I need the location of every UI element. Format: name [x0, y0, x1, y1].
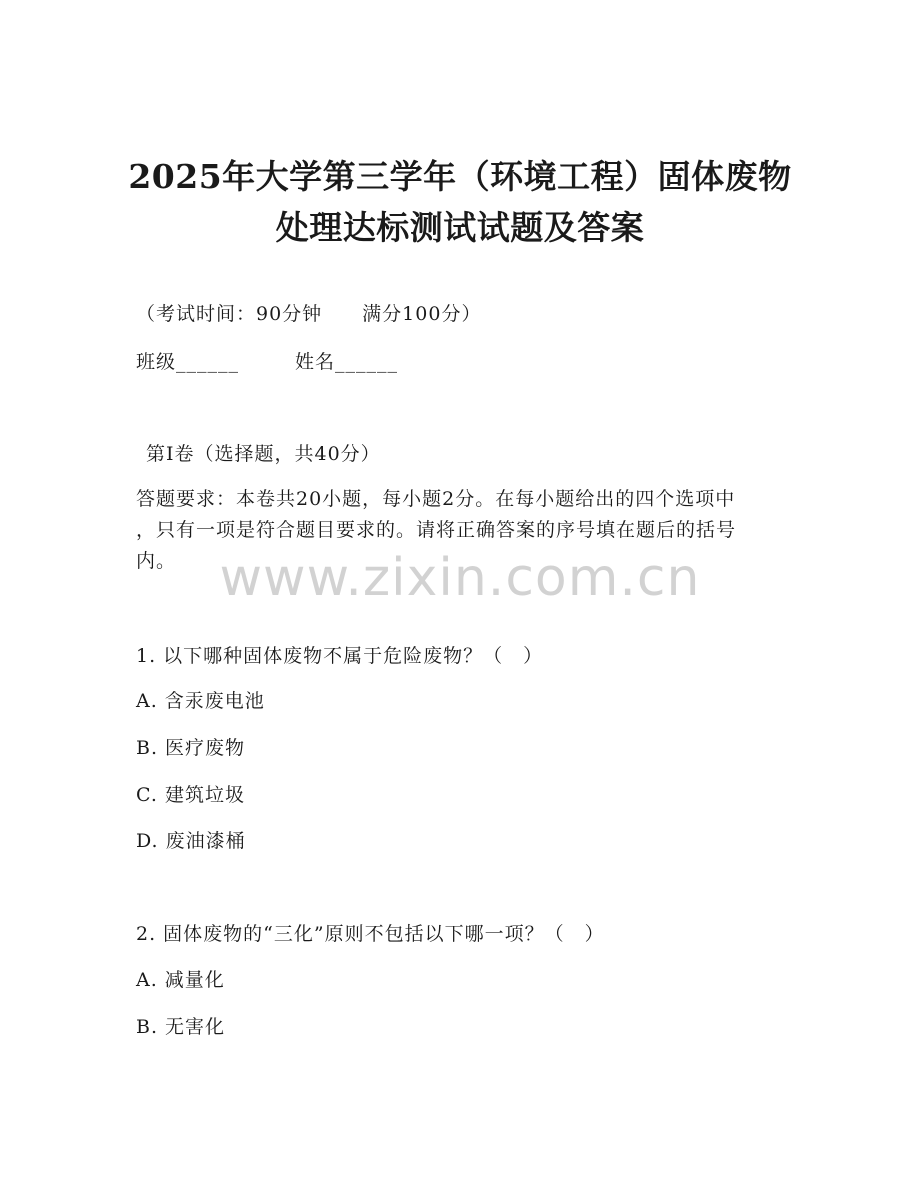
question-1-option-d: D. 废油漆桶 [136, 830, 246, 852]
question-2-option-b: B. 无害化 [136, 1016, 226, 1038]
class-field-label: 班级______ [136, 351, 240, 373]
instructions-line1: 答题要求：本卷共20小题，每小题2分。在每小题给出的四个选项中 [136, 488, 736, 510]
question-1-option-c: C. 建筑垃圾 [136, 784, 245, 806]
question-1-stem: 1. 以下哪种固体废物不属于危险废物？（ ） [136, 645, 544, 667]
question-1-option-b: B. 医疗废物 [136, 737, 246, 759]
instructions-line2: ，只有一项是符合题目要求的。请将正确答案的序号填在题后的括号 [136, 519, 737, 541]
document-title-line2: 处理达标测试试题及答案 [275, 208, 645, 247]
document-title-line1: 2025年大学第三学年（环境工程）固体废物 [128, 157, 792, 196]
exam-info: （考试时间：90分钟 满分100分） [136, 303, 482, 325]
question-2-option-a: A. 减量化 [136, 969, 225, 991]
name-field-label: 姓名______ [295, 351, 399, 373]
watermark: www.zixin.com.cn [219, 548, 701, 608]
question-2-stem: 2. 固体废物的“三化”原则不包括以下哪一项？（ ） [136, 923, 605, 945]
instructions-line3: 内。 [136, 550, 177, 572]
question-1-option-a: A. 含汞废电池 [136, 690, 265, 712]
section-title: 第I卷（选择题，共40分） [146, 443, 381, 465]
